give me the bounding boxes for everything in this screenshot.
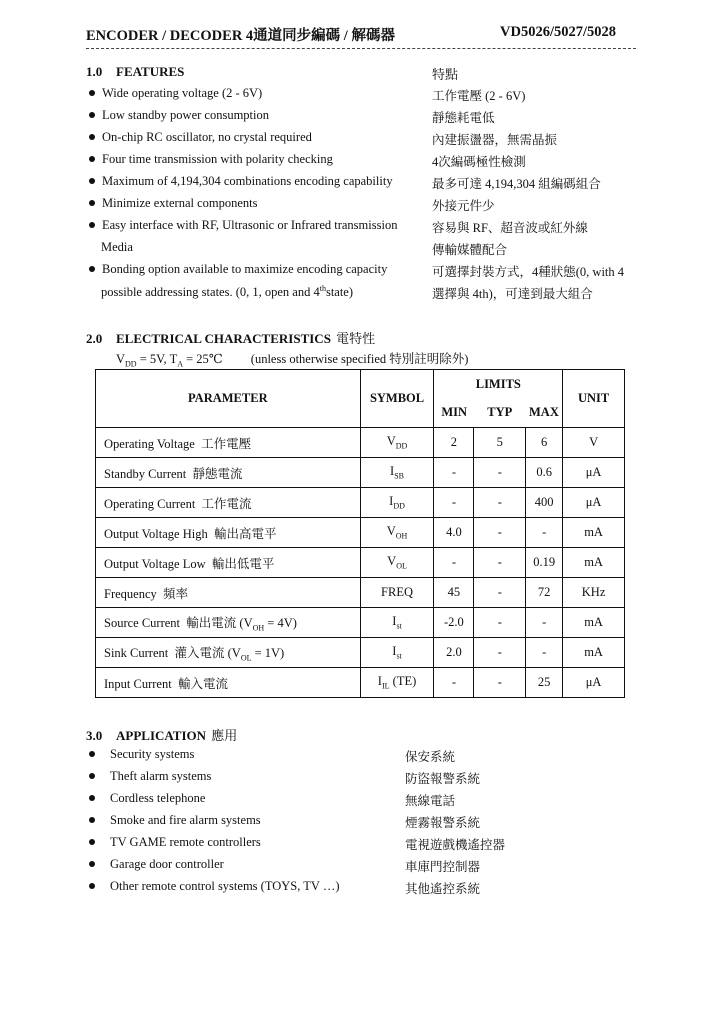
cell-parameter: Standby Current 靜態電流 [96,458,361,488]
feature-item: Easy interface with RF, Ultrasonic or Infrared transmission [86,218,397,233]
cell-min: 4.0 [434,518,474,548]
cell-symbol: $I_{st}$ [360,608,434,638]
cell-unit: μA [563,668,625,698]
col-header-parameter: PARAMETER [96,370,361,428]
cell-unit: V [563,428,625,458]
cell-min: 2 [434,428,474,458]
cell-typ: 5 [474,428,526,458]
cell-typ: - [474,578,526,608]
col-header-symbol: SYMBOL [360,370,434,428]
application-item: Other remote control systems (TOYS, TV …) [86,879,340,894]
table-row [96,608,625,638]
col-header-limits: LIMITS [434,370,563,399]
electrical-heading: 2.0 ELECTRICAL CHARACTERISTICS 電特性 [86,331,376,346]
cell-min: -2.0 [434,608,474,638]
table-row [96,668,625,698]
feature-item-zh: 容易與 RF、超音波或紅外線 [432,221,588,235]
cell-min: - [434,458,474,488]
bullet-icon [89,200,95,206]
cell-typ: - [474,638,526,668]
cell-symbol: FREQ [360,578,434,608]
cell-parameter: Output Voltage High 輸出高電平 [96,518,361,548]
cell-max: - [526,518,563,548]
features-heading-zh: 特點 [432,67,459,82]
feature-item-zh: 4次編碼極性檢測 [432,155,526,169]
cell-min: 45 [434,578,474,608]
table-row [96,578,625,608]
cell-unit: mA [563,608,625,638]
application-item-zh: 其他遙控系統 [405,882,481,896]
cell-parameter: Operating Voltage 工作電壓 [96,428,361,458]
table-row [96,518,625,548]
cell-parameter: Frequency 頻率 [96,578,361,608]
cell-min: - [434,548,474,578]
application-item: Security systems [86,747,194,762]
cell-max: 25 [526,668,563,698]
application-item-zh: 煙霧報警系統 [405,816,481,830]
cell-symbol: $I_{st}$ [360,638,434,668]
header-divider [86,48,636,49]
table-row [96,428,625,458]
cell-typ: - [474,548,526,578]
cell-max: - [526,608,563,638]
cell-max: - [526,638,563,668]
cell-min: - [434,668,474,698]
cell-min: - [434,488,474,518]
table-row [96,638,625,668]
cell-typ: - [474,458,526,488]
bullet-icon [89,839,95,845]
application-item: TV GAME remote controllers [86,835,261,850]
cell-symbol: $V_{OL}$ [360,548,434,578]
bullet-icon [89,751,95,757]
feature-item: Maximum of 4,194,304 combinations encoding capability [86,174,393,189]
feature-item-continued: Media [101,240,133,254]
table-row [96,488,625,518]
application-item: Garage door controller [86,857,224,872]
cell-unit: μA [563,488,625,518]
feature-item-zh: 靜態耗電低 [432,111,495,125]
header-title: ENCODER / DECODER 4通道同步編碼 / 解碼器 [86,28,395,44]
bullet-icon [89,861,95,867]
cell-max: 6 [526,428,563,458]
cell-unit: mA [563,548,625,578]
feature-item-zh: 外接元件少 [432,199,495,213]
cell-min: 2.0 [434,638,474,668]
cell-typ: - [474,488,526,518]
bullet-icon [89,134,95,140]
application-item-zh: 保安系統 [405,750,456,764]
bullet-icon [89,773,95,779]
test-conditions: $V_{DD} = 5V$, $T_A$ = 25℃ (unless otherwise specified 特別註明除外) [116,352,469,369]
feature-item: On-chip RC oscillator, no crystal required [86,130,312,145]
cell-unit: KHz [563,578,625,608]
cell-max: 0.6 [526,458,563,488]
bullet-icon [89,817,95,823]
bullet-icon [89,222,95,228]
cell-max: 400 [526,488,563,518]
cell-typ: - [474,608,526,638]
cell-unit: mA [563,638,625,668]
electrical-characteristics-table [95,369,625,698]
cell-parameter: Source Current 輸出電流 $(V_{OH} = 4V)$ [96,608,361,638]
cell-parameter: Output Voltage Low 輸出低電平 [96,548,361,578]
col-header-min: MIN [434,399,474,428]
header-part-numbers: VD5026/5027/5028 [500,24,616,40]
feature-item-zh-continued: 選擇與 4th)，可達到最大組合 [432,287,593,301]
bullet-icon [89,178,95,184]
application-item-zh: 無線電話 [405,794,456,808]
cell-symbol: $I_{IL}$ (TE) [360,668,434,698]
application-item: Cordless telephone [86,791,205,806]
col-header-unit: UNIT [563,370,625,428]
table-row [96,548,625,578]
cell-symbol: $V_{DD}$ [360,428,434,458]
feature-item-zh: 工作電壓 (2 - 6V) [432,89,526,103]
bullet-icon [89,883,95,889]
cell-symbol: $V_{OH}$ [360,518,434,548]
cell-typ: - [474,518,526,548]
feature-item-continued: possible addressing states. (0, 1, open and 4thstate) [101,284,354,300]
bullet-icon [89,90,95,96]
application-item-zh: 電視遊戲機遙控器 [405,838,506,852]
application-item: Smoke and fire alarm systems [86,813,261,828]
feature-item-zh: 最多可達 4,194,304 組編碼組合 [432,177,601,191]
application-item: Theft alarm systems [86,769,211,784]
cell-unit: mA [563,518,625,548]
application-heading: 3.0 APPLICATION 應用 [86,728,238,743]
bullet-icon [89,112,95,118]
cell-parameter: Sink Current 灌入電流 $(V_{OL} = 1V)$ [96,638,361,668]
feature-item-zh-continued: 傳輸媒體配合 [432,243,508,257]
feature-item: Wide operating voltage (2 - 6V) [86,86,262,101]
cell-typ: - [474,668,526,698]
feature-item-zh: 可選擇封裝方式，4種狀態(0, with 4 [432,265,625,279]
cell-max: 72 [526,578,563,608]
feature-item: Four time transmission with polarity checking [86,152,333,167]
cell-unit: μA [563,458,625,488]
application-item-zh: 車庫門控制器 [405,860,481,874]
feature-item: Minimize external components [86,196,258,211]
col-header-max: MAX [526,399,563,428]
feature-item: Low standby power consumption [86,108,269,123]
cell-parameter: Operating Current 工作電流 [96,488,361,518]
bullet-icon [89,156,95,162]
bullet-icon [89,266,95,272]
feature-item-zh: 內建振盪器，無需晶振 [432,133,558,147]
col-header-typ: TYP [487,405,513,420]
cell-symbol: $I_{SB}$ [360,458,434,488]
feature-item: Bonding option available to maximize encoding capacity [86,262,387,277]
table-row [96,458,625,488]
bullet-icon [89,795,95,801]
cell-max: 0.19 [526,548,563,578]
cell-symbol: $I_{DD}$ [360,488,434,518]
cell-parameter: Input Current 輸入電流 [96,668,361,698]
application-item-zh: 防盜報警系統 [405,772,481,786]
features-heading: 1.0 FEATURES [86,64,185,79]
